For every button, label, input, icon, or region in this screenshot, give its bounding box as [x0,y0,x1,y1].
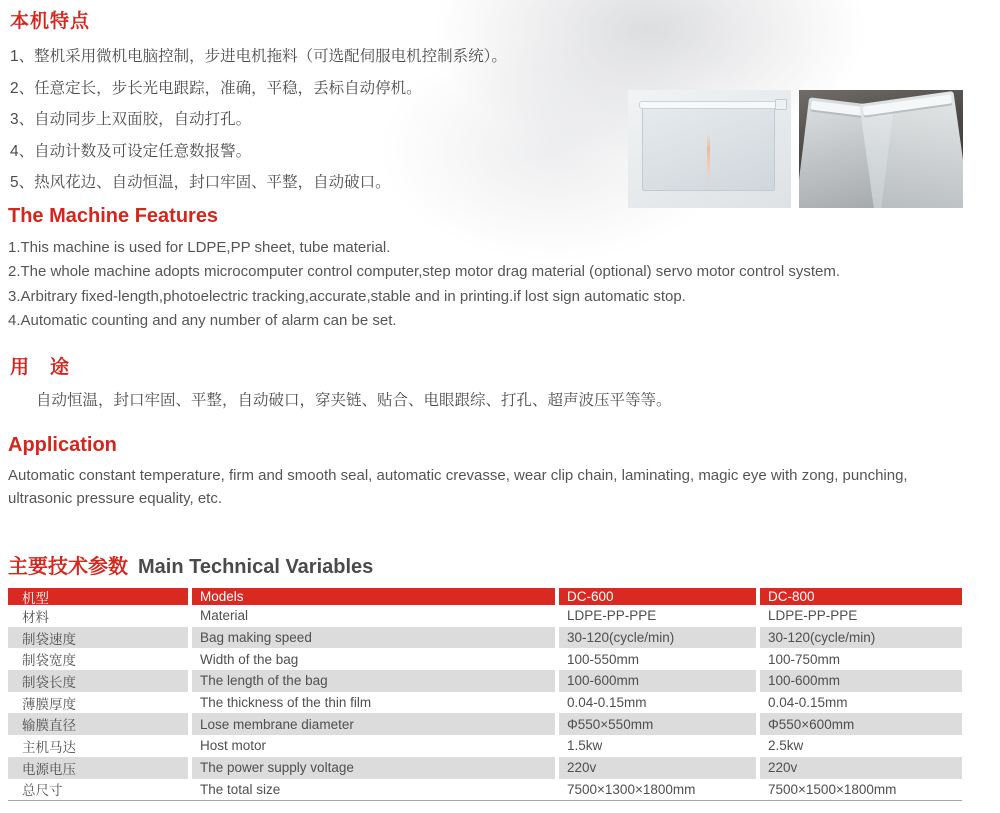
feature-en-item: 3.Arbitrary fixed-length,photoelectric tracking,accurate,stable and in printing.if lost sign automatic stop. [8,287,686,305]
table-row [8,648,962,670]
table-row [8,735,962,757]
table-header-cell: DC-600 [559,588,756,605]
feature-cn-item: 1、整机采用微机电脑控制，步进电机拖料（可选配伺服电机控制系统）。 [10,48,507,65]
table-header-cell: 机型 [8,588,188,605]
table-header-cell: DC-800 [760,588,962,605]
tech-table-body [8,605,962,800]
ziplock-bags-photo [799,90,963,208]
features-cn-list [10,44,630,202]
table-cell: 0.04-0.15mm [768,695,848,711]
table-cell: 100-600mm [559,670,756,692]
table-cell: Φ550×550mm [559,713,756,735]
table-cell: LDPE-PP-PPE [567,608,657,624]
ziplock-bag-shape [859,91,963,208]
table-cell: 总尺寸 [22,783,63,799]
table-cell: Lose membrane diameter [192,713,555,735]
feature-en-item: 2.The whole machine adopts microcomputer control computer,step motor drag material (optional) servo motor control system. [8,263,841,281]
tech-table [8,588,962,801]
table-row [8,757,962,779]
table-row [8,692,962,714]
table-row [8,605,962,627]
table-cell: 制袋速度 [8,627,188,649]
table-cell: 7500×1300×1800mm [567,781,696,797]
table-cell: 100-550mm [567,651,640,667]
zipper-bar-shape [639,101,782,109]
table-header-row [8,588,962,605]
slider-bag-shape [642,106,775,191]
table-cell: 材料 [22,609,49,625]
tech-title-cn: 主要技术参数 [8,556,128,578]
feature-en-item: 1.This machine is used for LDPE,PP sheet, tube material. [8,239,391,256]
application-title: Application [8,434,117,456]
table-cell: The power supply voltage [192,757,555,779]
table-row [8,627,962,649]
features-en-list [8,239,988,336]
table-row [8,713,962,735]
tech-title-en: Main Technical Variables [138,556,374,578]
feature-cn-item: 5、热风花边、自动恒温，封口牢固、平整，自动破口。 [10,174,391,192]
table-row [8,670,962,692]
feature-cn-item: 2、任意定长，步长光电跟踪，准确，平稳，丢标自动停机。 [10,79,422,97]
tech-section-title [8,550,373,579]
table-cell: 220v [559,757,756,779]
table-cell: 7500×1500×1800mm [768,781,897,797]
table-cell: 30-120(cycle/min) [760,627,962,649]
table-cell: 0.04-0.15mm [567,695,647,711]
table-header-cell: Models [192,588,555,605]
table-cell: 220v [760,757,962,779]
table-cell: 输膜直径 [8,713,188,735]
usage-title: 用 途 [10,357,71,378]
table-cell: The thickness of the thin film [200,695,372,711]
table-row [8,779,962,801]
table-cell: 制袋宽度 [22,653,76,669]
table-cell: 30-120(cycle/min) [559,627,756,649]
table-cell: Width of the bag [200,651,299,667]
table-cell: Bag making speed [192,627,555,649]
feature-cn-item: 3、自动同步上双面胶，自动打孔。 [10,111,252,129]
application-body: Automatic constant temperature, firm and smooth seal, automatic crevasse, wear clip chain, laminating, magic eye with zong, punching, ultrasonic pressure equality, etc. [8,467,908,507]
table-cell: 制袋长度 [8,670,188,692]
table-cell: 2.5kw [768,738,804,754]
table-cell: Φ550×600mm [760,713,962,735]
feature-en-item: 4.Automatic counting and any number of alarm can be set. [8,311,397,329]
table-cell: Host motor [200,738,267,754]
table-cell: 100-750mm [768,651,841,667]
ziplock-seal-strip [863,94,952,115]
table-cell: 薄膜厚度 [22,696,76,712]
usage-body: 自动恒温，封口牢固、平整，自动破口，穿夹链、贴合、电眼跟综、打孔、超声波压平等等。 [36,392,672,409]
features-cn-title: 本机特点 [10,11,91,32]
zipper-slider-shape [775,99,787,110]
table-cell: The total size [200,781,281,797]
reflection-streak [707,134,710,182]
table-cell: 电源电压 [8,757,188,779]
table-cell: 主机马达 [22,739,76,755]
table-cell: 1.5kw [567,738,603,754]
table-cell: Material [200,608,249,624]
table-cell: The length of the bag [192,670,555,692]
slider-zipper-bag-photo [628,90,791,208]
features-en-title: The Machine Features [8,205,219,227]
table-cell: 100-600mm [760,670,962,692]
feature-cn-item: 4、自动计数及可设定任意数报警。 [10,142,252,160]
table-cell: LDPE-PP-PPE [768,608,858,624]
